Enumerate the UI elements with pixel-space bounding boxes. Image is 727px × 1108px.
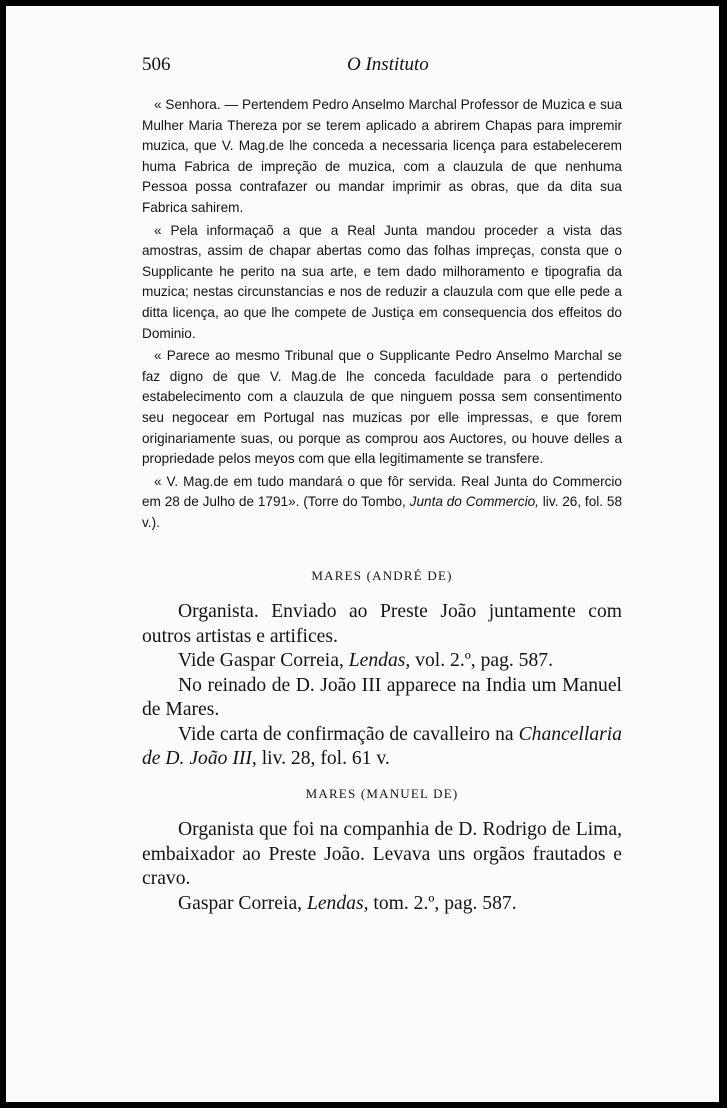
running-title: O Instituto (347, 54, 429, 75)
page-number: 506 (142, 54, 171, 75)
entry-body-andre (142, 600, 622, 772)
entry-andre-line-3: No reinado de D. João III apparece na India um Manuel de Mares. (142, 674, 622, 720)
entry-manuel-line-1: Organista que foi na companhia de D. Rodrigo de Lima, embaixador ao Preste João. Levava uns orgãos frautados e cravo. (142, 819, 622, 889)
entry-heading-manuel: MARES (MANUEL DE) (305, 786, 459, 801)
quoted-document (142, 95, 622, 535)
entry-andre-line-2 (142, 649, 622, 674)
entry-manuel-line-2-end: tom. 2.º, pag. 587. (373, 892, 517, 914)
p4-italic-citation: Junta do Commercio, (409, 494, 539, 510)
quoted-paragraph-4 (142, 472, 622, 534)
entry-andre-line-2-end: vol. 2.º, pag. 587. (415, 650, 553, 671)
entry-andre-line-4 (142, 723, 622, 772)
entry-manuel-line-2-italic: Lendas, (306, 892, 369, 914)
entry-manuel-line-2-text: Gaspar Correia, (178, 892, 303, 914)
entry-andre-line-1: Organista. Enviado ao Preste João juntamente com outros artistas e artifices. (142, 601, 622, 647)
entry-andre-line-4-italic: Chancellaria de D. João III, (142, 723, 622, 769)
quoted-paragraph-2: « Pela informaçaõ a que a Real Junta mandou proceder a vista das amostras, assim de chapar abertas como das folhas impreças, consta que o Supplicante he perito na sua arte, e tem dado milhoramento e tipografia da muzica; nestas circunstancias e nos de reduzir a clauzula com que elle pede a ditta licença, ao que lhe compete de Justiça em consequencia dos effeitos do Dominio. (142, 222, 622, 341)
p4-citation-end: liv. 26, fol. 58 v.). (142, 494, 622, 530)
entry-andre-line-2-italic: Lendas, (348, 650, 411, 671)
book-page (6, 6, 719, 1102)
page-header (142, 54, 622, 80)
entry-heading-andre: MARES (ANDRÉ DE) (311, 568, 453, 583)
quoted-paragraph-1: « Senhora. — Pertendem Pedro Anselmo Marchal Professor de Muzica e sua Mulher Maria Thereza por se terem aplicado a abrirem Chapas para impremir muzica, que V. Mag.de lhe conceda a necessaria licença para estabelecerem huma Fabrica de impreção de muzica, com a clauzula de que nenhuma Pessoa possa contrafazer ou mandar imprimir as obras, que da dita sua Fabrica sahirem. (142, 97, 622, 215)
entry-body-manuel (142, 818, 622, 916)
p4-text: « V. Mag.de em tudo mandará o que fôr servida. Real Junta do Commercio em 28 de Julho de 1791». (Torre do Tombo, (142, 473, 622, 510)
entry-andre-line-4-end: liv. 28, fol. 61 v. (261, 748, 390, 769)
entry-manuel-line-2 (142, 892, 622, 917)
entry-andre-line-4-text: Vide carta de confirmação de cavalleiro na (178, 723, 514, 745)
quoted-paragraph-3: « Parece ao mesmo Tribunal que o Supplicante Pedro Anselmo Marchal se faz digno de que V. Mag.de lhe conceda faculdade para o pertendido estabelecimento com a clauzula de que ninguem possa sem consentimento seu negocear em Portugal nas muzicas por elle impressas, e que forem originariamente suas, ou porque as comprou aos Auctores, ou houve delles a propriedade pelos meyos com que ella legitimamente se transfere. (142, 348, 622, 467)
entry-andre-line-2-text: Vide Gaspar Correia, (178, 650, 344, 671)
